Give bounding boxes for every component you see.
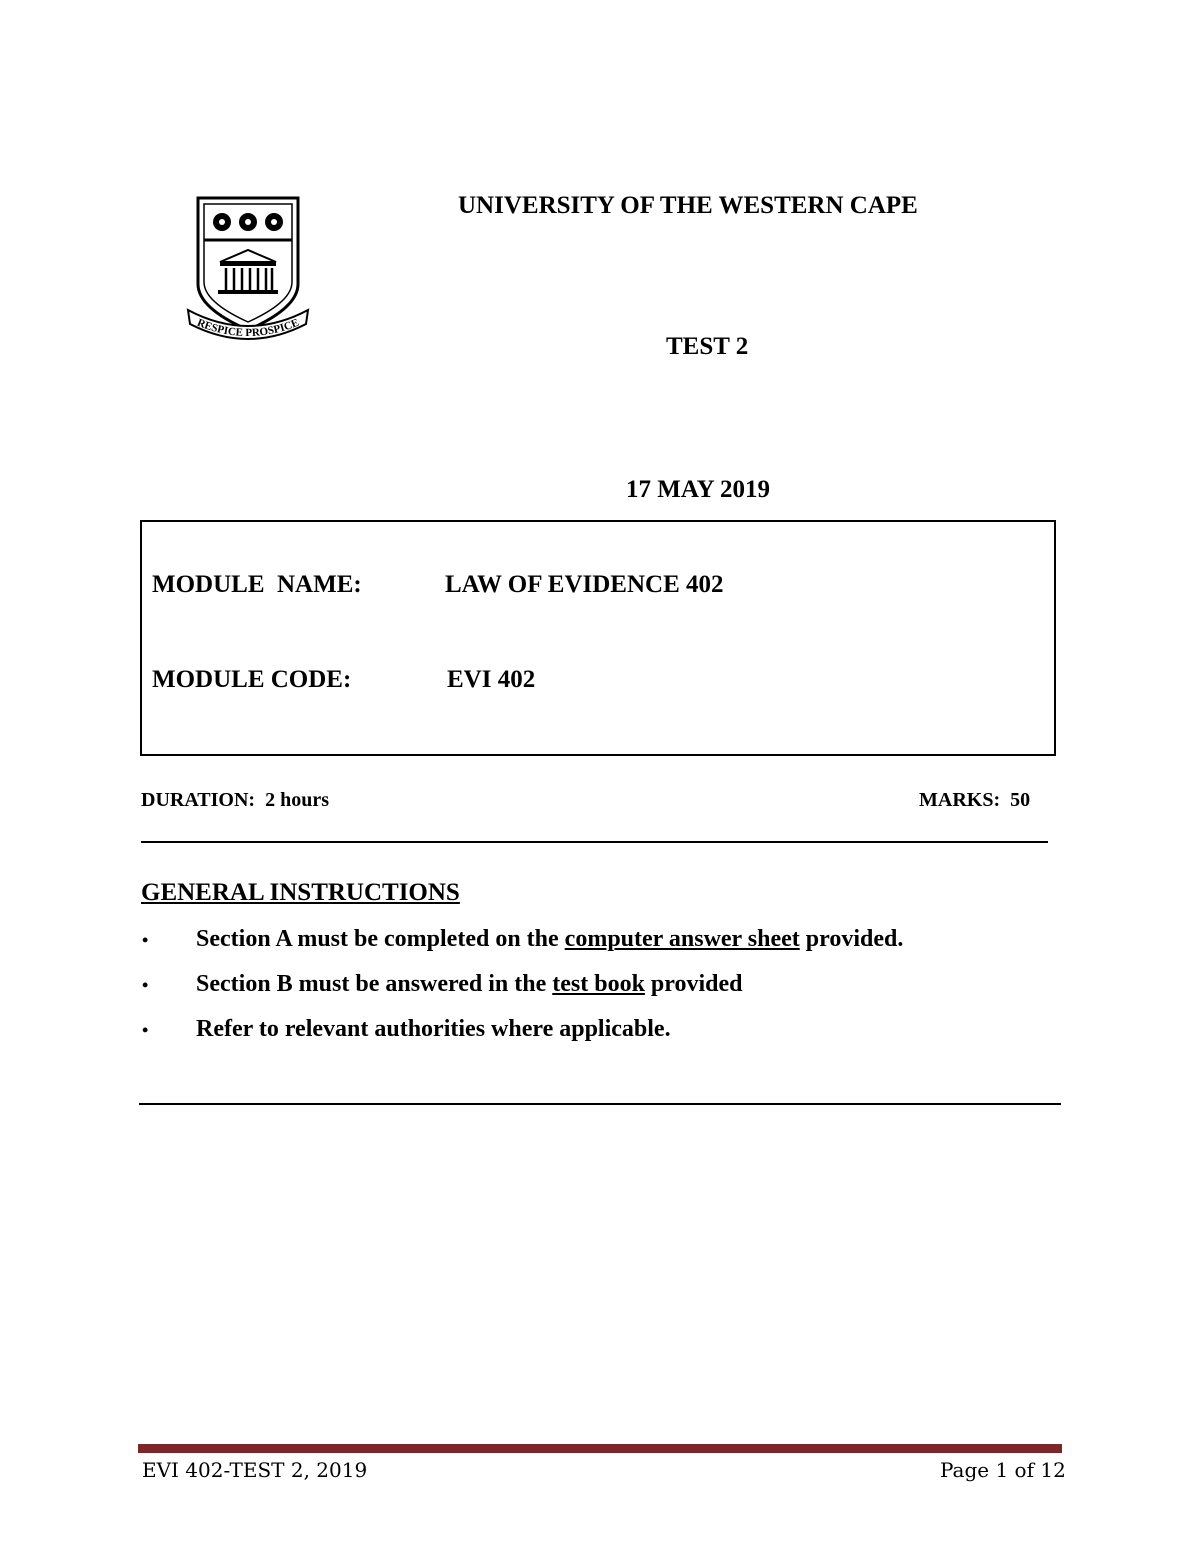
test-title: TEST 2: [666, 333, 749, 360]
instruction-text-2: Section B must be answered in the test book provided: [196, 971, 743, 997]
instruction-underline-1: computer answer sheet: [564, 926, 800, 952]
instruction-text-3: Refer to relevant authorities where applicable.: [196, 1016, 671, 1042]
footer-left-text: EVI 402-TEST 2, 2019: [142, 1458, 368, 1482]
module-name-label: MODULE NAME:: [152, 571, 362, 598]
duration-text: DURATION: 2 hours: [141, 789, 329, 811]
instruction-item-3: [142, 1016, 148, 1043]
university-name: UNIVERSITY OF THE WESTERN CAPE: [458, 192, 918, 219]
bullet-icon: •: [142, 1020, 149, 1040]
module-info-box: [140, 520, 1056, 756]
general-instructions-title: GENERAL INSTRUCTIONS: [141, 879, 460, 906]
test-date: 17 MAY 2019: [626, 476, 770, 503]
module-code-value: EVI 402: [447, 666, 536, 693]
divider-bottom: [139, 1103, 1061, 1105]
instruction-item-2: [142, 971, 148, 998]
instruction-item-1: [142, 926, 148, 953]
instruction-text-1: Section A must be completed on the computer answer sheet provided.: [196, 926, 904, 952]
university-crest: [186, 192, 310, 348]
instruction-underline-2: test book: [552, 971, 645, 997]
crest-shield-icon: [186, 192, 310, 348]
crest-motto: RESPICE PROSPICE: [195, 316, 301, 340]
marks-text: MARKS: 50: [919, 789, 1031, 811]
module-name-value: LAW OF EVIDENCE 402: [445, 571, 724, 598]
bullet-icon: •: [142, 930, 149, 950]
footer-bar: [138, 1444, 1062, 1453]
bullet-icon: •: [142, 975, 149, 995]
page-number: Page 1 of 12: [940, 1458, 1066, 1482]
divider-top: [141, 841, 1048, 843]
module-code-label: MODULE CODE:: [152, 666, 352, 693]
